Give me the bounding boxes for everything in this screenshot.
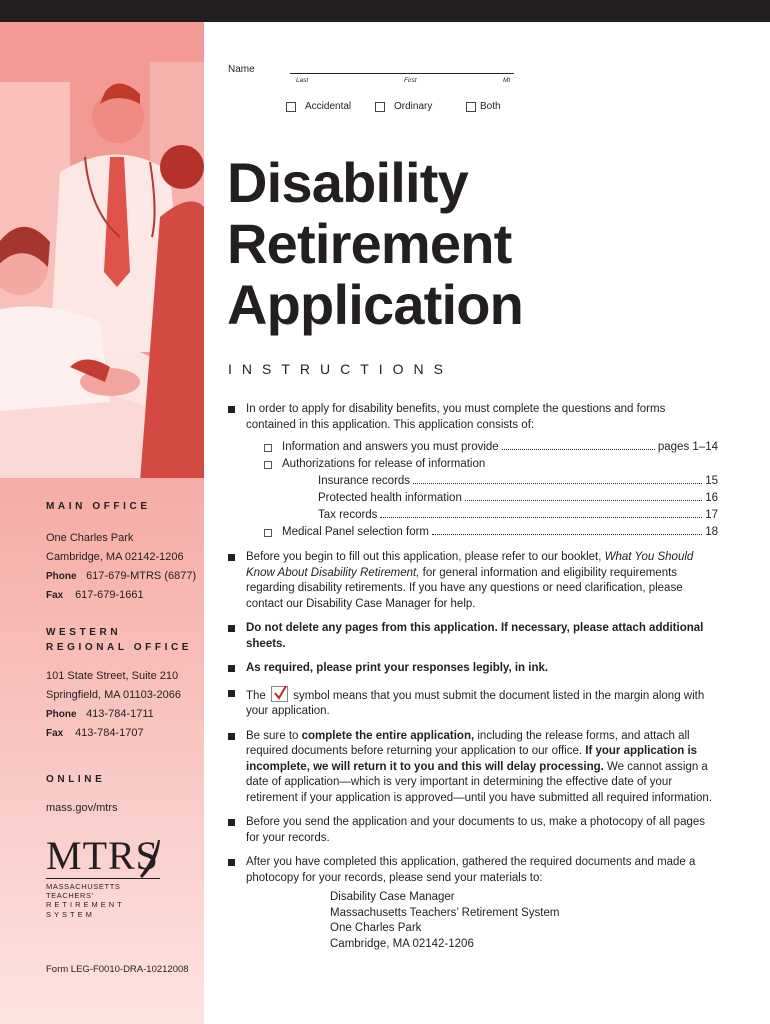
logo-line-1: MASSACHUSETTS TEACHERS’ (46, 882, 121, 900)
title-line-3: Application (227, 273, 524, 336)
checkbox-icon (264, 461, 272, 469)
checkbox-icon (264, 444, 272, 452)
toc-tax-label: Tax records (318, 509, 378, 521)
bullet-icon (228, 819, 235, 826)
list-item (228, 855, 718, 952)
contents-list (264, 439, 718, 541)
ordinary-checkbox[interactable] (375, 102, 385, 112)
bullet-7-text: Before you send the application and your documents to us, make a photocopy of all pages for your records. (246, 816, 706, 844)
instructions-list (228, 402, 718, 961)
online-block (46, 772, 118, 818)
main-office-city: Cambridge, MA 02142-1206 (46, 551, 184, 563)
main-office-block (46, 499, 196, 605)
checkbox-icon (264, 529, 272, 537)
bullet-icon (228, 665, 235, 672)
toc-panel-label: Medical Panel selection form (282, 526, 430, 538)
booklet-title: What You Should Know About Disability Retirement, (246, 551, 694, 579)
bullet-icon (228, 625, 235, 632)
mailing-address (246, 890, 718, 952)
bullet-6-bold-2: If your application is incomplete, we will return it to you and this will delay processing. (246, 745, 698, 773)
toc-tax-page: 17 (705, 509, 718, 521)
name-mi-label: MI (503, 77, 511, 84)
western-office-city: Springfield, MA 01103-2066 (46, 689, 181, 701)
toc-item-auth (264, 456, 718, 473)
bullet-5-text: The (246, 689, 266, 702)
toc-panel-page: 18 (705, 526, 718, 538)
both-checkbox[interactable] (466, 102, 476, 112)
bullet-6-text-mid: including the release forms, and attach all required documents before returning your application to our office. (246, 729, 690, 757)
both-label: Both (480, 101, 501, 112)
list-item (228, 402, 718, 541)
bullet-icon (228, 690, 235, 697)
list-item (228, 729, 718, 807)
top-bar (0, 0, 770, 22)
western-office-phone-label: Phone (46, 709, 77, 720)
name-label: Name (228, 64, 255, 75)
online-url[interactable]: mass.gov/mtrs (46, 802, 118, 814)
toc-item-info (264, 439, 718, 456)
bullet-5-text-end: symbol means that you must submit the document listed in the margin along with your application. (246, 689, 705, 717)
toc-phi-label: Protected health information (318, 492, 462, 504)
logo-text: MTRS (46, 833, 159, 878)
bullet-6-text-end: We cannot assign a date of application—which is very important in determining the effective date of your retirement if your application is approved—until you have submitted all required information. (246, 760, 712, 804)
bullet-icon (228, 406, 235, 413)
bullet-2-text: Before you begin to fill out this application, please refer to our booklet, (246, 551, 605, 563)
accidental-label: Accidental (305, 101, 352, 112)
accidental-checkbox[interactable] (286, 102, 296, 112)
address-line: One Charles Park (330, 922, 422, 934)
toc-item-phi (264, 490, 718, 507)
bullet-4-text: As required, please print your responses legibly, in ink. (246, 662, 549, 674)
ordinary-label: Ordinary (394, 101, 433, 112)
toc-item-panel (264, 524, 718, 541)
bullet-icon (228, 733, 235, 740)
name-input-line[interactable] (290, 73, 514, 74)
address-line: Disability Case Manager (330, 891, 455, 903)
bullet-6-bold-1: complete the entire application, (301, 729, 475, 742)
logo-swoosh-icon (138, 838, 160, 878)
name-last-label: Last (296, 77, 309, 84)
toc-item-insurance (264, 473, 718, 490)
form-number: Form LEG-F0010-DRA-10212008 (46, 964, 189, 975)
list-item (228, 621, 718, 652)
main-office-phone-label: Phone (46, 571, 77, 582)
western-office-heading: WESTERN (46, 627, 122, 638)
main-office-fax: 617-679-1661 (75, 589, 144, 601)
toc-insurance-label: Insurance records (318, 475, 411, 487)
option-ordinary[interactable] (375, 101, 432, 112)
page-title (227, 152, 523, 335)
western-office-fax-label: Fax (46, 728, 64, 739)
toc-phi-page: 16 (705, 492, 718, 504)
western-office-fax: 413-784-1707 (75, 727, 144, 739)
bullet-icon (228, 554, 235, 561)
bullet-8-text: After you have completed this application, gathered the required documents and made a photocopy for your records, please send your materials to: (246, 856, 696, 884)
western-office-phone: 413-784-1711 (86, 708, 154, 720)
address-line: Cambridge, MA 02142-1206 (330, 937, 474, 950)
list-item (228, 661, 718, 677)
main-office-street: One Charles Park (46, 532, 134, 544)
toc-item-tax (264, 507, 718, 524)
online-heading: ONLINE (46, 774, 106, 785)
western-office-heading-2: REGIONAL OFFICE (46, 642, 193, 653)
western-office-street: 101 State Street, Suite 210 (46, 670, 179, 682)
toc-insurance-page: 15 (705, 475, 718, 487)
bullet-3-text: Do not delete any pages from this application. If necessary, please attach additional sheets. (246, 622, 704, 650)
toc-info-label: Information and answers you must provide (282, 441, 499, 453)
main-office-heading: MAIN OFFICE (46, 501, 151, 512)
list-item (228, 686, 718, 720)
western-office-block (46, 625, 192, 743)
bullet-6-text: Be sure to (246, 729, 302, 742)
instructions-heading: INSTRUCTIONS (228, 361, 453, 377)
main-office-phone: 617-679-MTRS (6877) (86, 570, 197, 582)
address-line: Massachusetts Teachers’ Retirement System (330, 906, 560, 919)
intro-text: In order to apply for disability benefits, you must complete the questions and forms contained in this application. This application consists of: (246, 403, 666, 431)
title-line-2: Retirement (227, 212, 512, 275)
toc-info-page: pages 1–14 (657, 441, 718, 453)
main-office-fax-label: Fax (46, 590, 64, 601)
mtrs-logo (46, 833, 166, 920)
toc-auth-label: Authorizations for release of information (282, 458, 486, 470)
list-item (228, 550, 718, 612)
cover-photo (0, 22, 204, 478)
list-item (228, 815, 718, 846)
option-accidental[interactable] (286, 101, 351, 112)
bullet-2-text-end: for general information and eligibility requirements regarding disability retirements. If you have any questions or need clarification, please contact our Disability Case Manager for help. (246, 566, 683, 610)
title-line-1: Disability (227, 151, 468, 214)
name-first-label: First (404, 77, 417, 84)
logo-line-2: RETIREMENT SYSTEM (46, 900, 125, 919)
bullet-icon (228, 859, 235, 866)
option-both[interactable] (466, 101, 501, 112)
checkmark-icon (271, 686, 288, 702)
